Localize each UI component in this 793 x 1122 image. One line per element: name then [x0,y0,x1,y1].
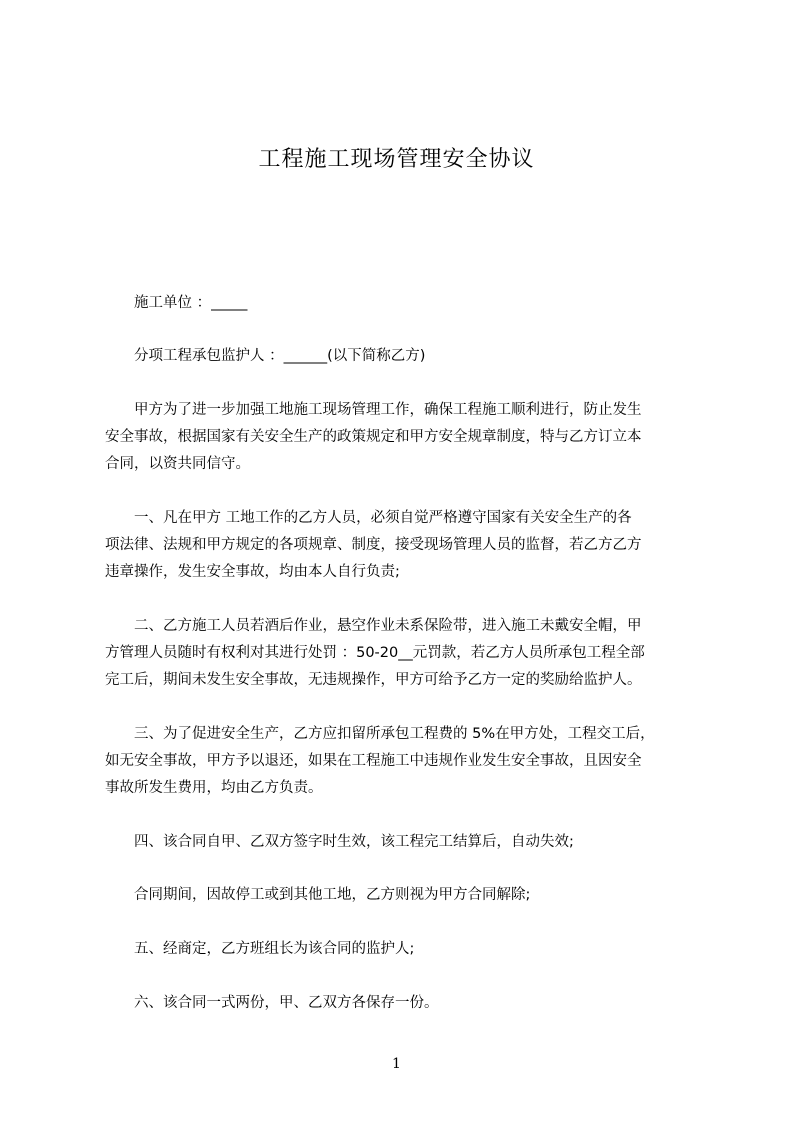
clause-3-line-3: 事故所发生费用，均由乙方负责。 [105,780,323,796]
contract-period-line: 合同期间，因故停工或到其他工地，乙方则视为甲方合同解除; [105,887,531,903]
clause-4-line: 四、该合同自甲、乙双方签字时生效，该工程完工结算后，自动失效; [105,834,574,850]
clause-3-line-2: 如无安全事故，甲方予以退还，如果在工程施工中违规作业发生安全事故，且因安全 [105,753,642,769]
clause-3-line-1: 三、为了促进安全生产，乙方应扣留所承包工程费的 5%在甲方处，工程交工后， [105,726,655,742]
document-title: 工程施工现场管理安全协议 [258,147,535,172]
clause-1-line-2: 项法律、法规和甲方规定的各项规章、制度，接受现场管理人员的监督，若乙方乙方 [105,537,642,553]
construction-unit-line: 施工单位 ：_____ [105,295,248,311]
clause-1-line-3: 违章操作，发生安全事故，均由本人自行负责; [105,564,400,580]
clause-1-line-1: 一、凡在甲方 工地工作的乙方人员，必须自觉严格遵守国家有关安全生产的各 [105,510,632,526]
clause-5-line: 五、经商定，乙方班组长为该合同的监护人; [105,941,415,957]
intro-paragraph-line-3: 合同，以资共同信守。 [105,456,250,472]
intro-paragraph-line-2: 安全事故，根据国家有关安全生产的政策规定和甲方安全规章制度，特与乙方订立本 [105,429,642,445]
clause-2-line-2: 方管理人员随时有权利对其进行处罚 ：50-20__元罚款，若乙方人员所承包工程全部 [105,645,645,661]
clause-6-line: 六、该合同一式两份，甲、乙双方各保存一份。 [105,995,439,1011]
clause-2-line-1: 二、乙方施工人员若酒后作业，悬空作业未系保险带，进入施工未戴安全帽，甲 [105,618,642,634]
supervisor-line: 分项工程承包监护人 ：______(以下简称乙方) [105,348,426,364]
page-number: 1 [392,1056,401,1072]
intro-paragraph-line-1: 甲方为了进一步加强工地施工现场管理工作，确保工程施工顺利进行，防止发生 [105,402,642,418]
clause-2-line-3: 完工后，期间未发生安全事故，无违规操作，甲方可给予乙方一定的奖励给监护人。 [105,672,642,688]
